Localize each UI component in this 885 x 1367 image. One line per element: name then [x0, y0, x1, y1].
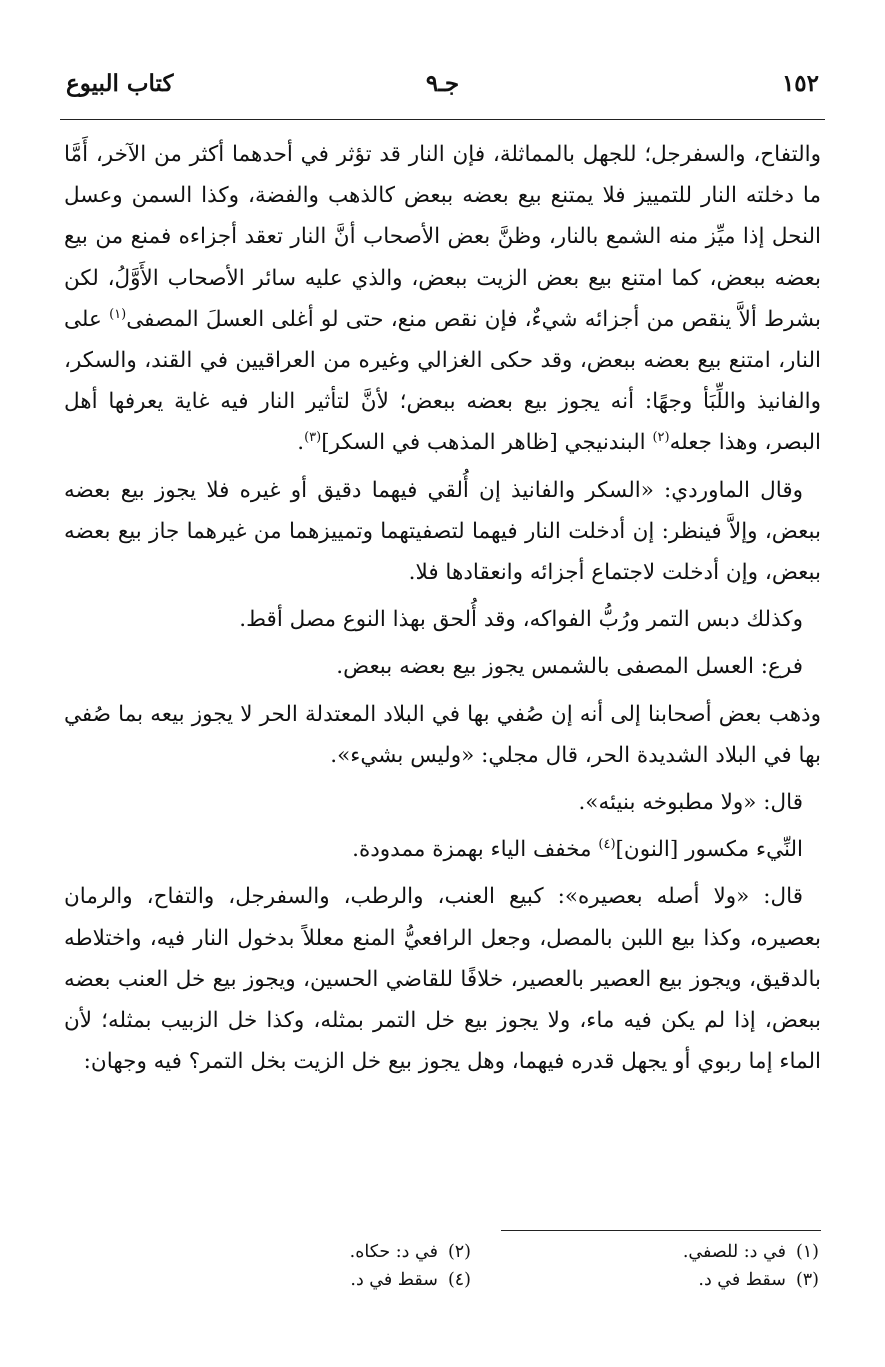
page-header	[60, 66, 825, 110]
footnote-2: (٢)في د: حكاه.	[349, 1242, 471, 1262]
header-divider	[60, 119, 825, 120]
volume-label: جـ٩	[425, 70, 460, 97]
paragraph-3: وكذلك دبس التمر ورُبُّ الفواكه، وقد أُلحق بهذا النوع مصل أقط.	[239, 607, 803, 633]
paragraph-7: النِّيء مكسور [النون]$^{(٤)}$ مخفف الياء بهمزة ممدودة.	[352, 837, 803, 863]
main-text	[64, 134, 821, 1088]
footnote-1: (١)في د: للصفي.	[682, 1242, 819, 1262]
paragraph-6: قال: «ولا مطبوخه بنيئه».	[578, 790, 803, 816]
footnote-ref-2: (٢)	[652, 430, 670, 446]
paragraph-8: قال: «ولا أصله بعصيره»: كبيع العنب، والرطب، والسفرجل، والتفاح، والرمان بعصيره، وكذا بيع اللبن بالمصل، وجعل الرافعيُّ المنع معللاً بدخول النار فيه، واختلاطه بالدقيق، ويجوز بيع العصير بالعصير، خلافًا للقاضي الحسين، ويجوز بيع خل العنب بعضه ببعض، إذا لم يكن فيه ماء، ولا يجوز بيع خل التمر بمثله، وكذا خل الزبيب بمثله؛ لأن الماء إما ربوي أو يجهل قدره فيهما، وهل يجوز بيع خل الزيت بخل التمر؟ فيه وجهان:	[64, 884, 821, 1075]
footnote-4: (٤)سقط في د.	[350, 1270, 471, 1290]
footnotes	[64, 1240, 821, 1330]
footnote-ref-1: (١)	[109, 306, 127, 322]
paragraph-1: والتفاح، والسفرجل؛ للجهل بالمماثلة، فإن النار قد تؤثر في أحدهما أكثر من الآخر، أَمَّا ما دخلته النار للتمييز فلا يمتنع بيع بعضه ببعض كالذهب والفضة، وكذا السمن وعسل النحل إذا ميِّز منه الشمع بالنار، وظنَّ بعض الأصحاب أنَّ النار تعقد أجزاءه فمنع من بيع بعضه ببعض، كما امتنع بيع بعض الزيت ببعض، والذي عليه سائر الأصحاب الأَوَّلُ، لكن بشرط ألاَّ ينقص من أجزائه شيءٌ، فإن نقص منع، حتى لو أغلى العسلَ المصفى$^{(١)}$ على النار، امتنع بيع بعضه ببعض، وقد حكى الغزالي وغيره من العراقيين في القند، والسكر، والفانيذ واللِّبَأ وجهًا: أنه يجوز بيع بعضه ببعض؛ لأنَّ لتأثير النار فيه غاية يعرفها أهل البصر، وهذا جعله$^{(٢)}$ البندنيجي [ظاهر المذهب في السكر]$^{(٣)}$.	[64, 142, 821, 456]
book-title: كتاب البيوع	[66, 70, 174, 97]
page-number: ١٥٢	[781, 70, 819, 97]
footnote-3: (٣)سقط في د.	[698, 1270, 819, 1290]
footnote-ref-3: (٣)	[304, 430, 322, 446]
paragraph-2: وقال الماوردي: «السكر والفانيذ إن أُلقي فيهما دقيق أو غيره فلا يجوز بيع بعضه ببعض، وإلاَّ فينظر: إن أدخلت النار فيهما لتصفيتهما وتمييزهما من غيرهما جاز بيع بعضه ببعض، وإن أدخلت لاجتماع أجزائه وانعقادها فلا.	[64, 477, 821, 586]
paragraph-4: فرع: العسل المصفى بالشمس يجوز بيع بعضه ببعض.	[336, 654, 803, 680]
footnote-ref-4: (٤)	[598, 837, 616, 853]
paragraph-5: وذهب بعض أصحابنا إلى أنه إن صُفي بها في البلاد المعتدلة الحر لا يجوز بيعه بما صُفي بها في البلاد الشديدة الحر، قال مجلي: «وليس بشيء».	[64, 701, 821, 768]
footnote-divider	[501, 1230, 821, 1231]
